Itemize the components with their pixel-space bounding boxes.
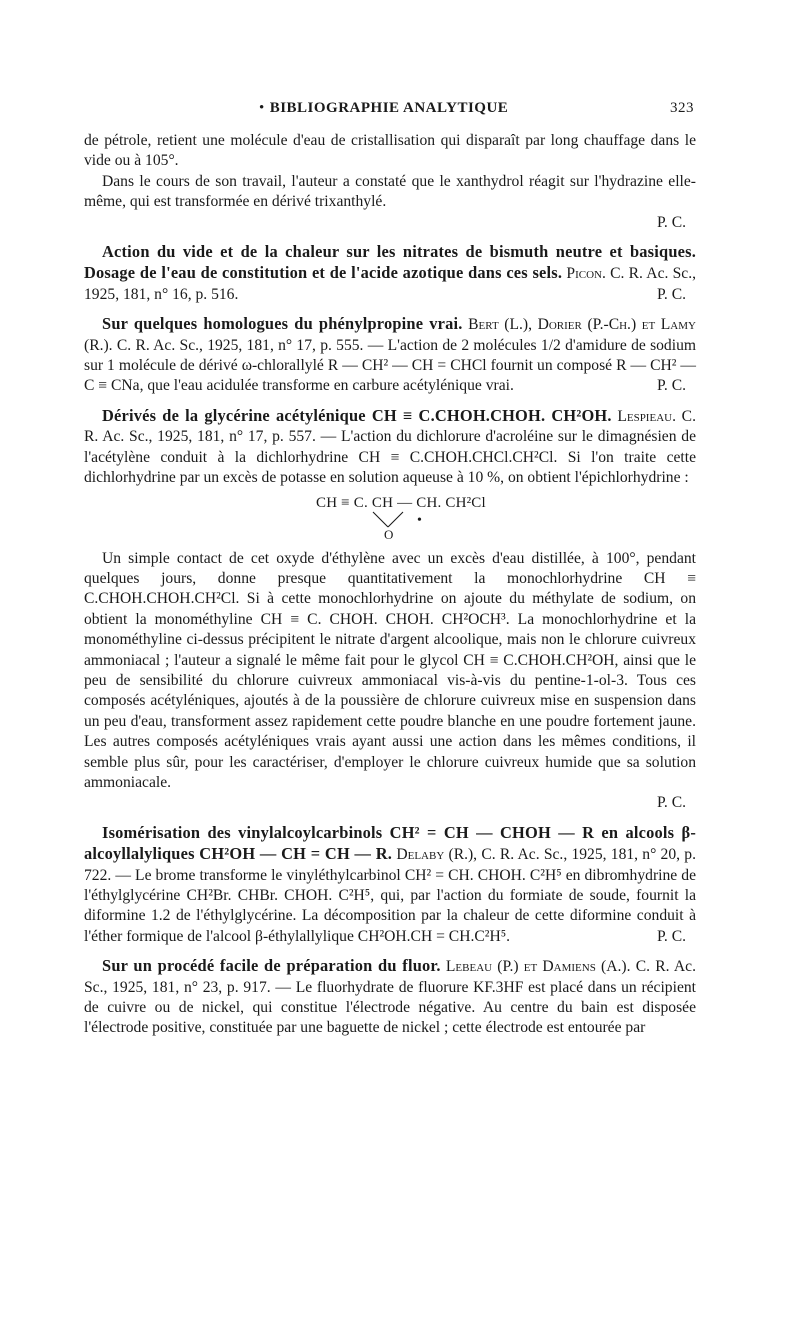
entry-author: Bert (L.), Dorier (P.-Ch.) et Lamy (R.). (84, 316, 696, 354)
entry-citation: C. R. Ac. Sc., 1925, 181, n° 17, p. 557. (84, 407, 696, 446)
entry-text: — L'action de 2 molécules 1/2 d'amidure de sodium sur 1 molécule de dérivé ω-chlorallylé R — CH² — CH = CHCl fournit un composé R — CH² — C ≡ CNa, que l'eau acidulée transforme en carbure acétylénique vrai. (84, 336, 696, 395)
bibliography-entry (84, 406, 696, 489)
entry-text: Un simple contact de cet oxyde d'éthylène avec un excès d'eau distillée, à 100°, pendant quelques jours, donne presque quantitativement la monochlorhydrine CH ≡ C.CHOH.CHOH.CH²Cl. Si à cette monochlorhydrine on ajoute du méthylate de sodium, on obtient la monométhyline CH ≡ C. CHOH. CHOH. CH²OCH³. La monochlorhydrine et la monométhyline ci-dessus précipitent le nitrate d'argent alcoolique, mais non le chlorure cuivreux ammoniacal ; l'auteur a signalé le même fait pour le glycol CH ≡ C.CHOH.CH²OH, ainsi que le peu de sensibilité du chlorure cuivreux ammoniacal vis-à-vis du pentine-1-ol-3. Tous ces composés acétyléniques, ajoutés à de la poussière de chlorure cuivreux mise en suspension dans un peu d'eau, transforment assez rapidement cette poudre blanche en une poudre fortement jaune. Les autres composés acétyléniques vrais ayant aussi une action dans les mêmes conditions, il semble plus sûr, pour les caractériser, d'employer le chlorure cuivreux humide que sa solution ammoniacale. (84, 549, 696, 791)
formula-line: CH ≡ C. CH — CH. CH²Cl (316, 494, 486, 511)
entry-text: — Le fluorhydrate de fluorure KF.3HF est placé dans un récipient de cuivre ou de nickel, qui constitue l'électrode négative. Au centre du bain est disposée l'électrode positive, constituée par une baguette de nickel ; cette électrode est entourée par (84, 978, 696, 1037)
entry-text: — Le brome transforme le vinyléthylcarbinol CH² = CH. CHOH. C²H⁵ en dibromhydrine de l'éthylglycérine CH²Br. CHBr. CHOH. C²H⁵, qui, par l'action du formiate de soude, fournit la diformine 1.2 de l'éthylglycérine. La décomposition par la chaleur de cette diformine conduit à l'éther formique de l'alcool β-éthylallylique CH²OH.CH = CH.C²H⁵. (84, 866, 696, 945)
header-mark: • (259, 100, 265, 116)
entry-author: Picon. (566, 265, 606, 283)
signature: P. C. (656, 794, 686, 812)
entry-title: Action du vide et de la chaleur sur les nitrates de bismuth neutre et basiques. Dosage de l'eau de constitution et de l'acide azotique dans ces sels. (84, 242, 696, 283)
entry-author: Lebeau (P.) et Damiens (A.). (445, 958, 631, 976)
entry-citation: C. R. Ac. Sc., 1925, 181, n° 20, p. 722. (84, 846, 696, 884)
entry-title: Dérivés de la glycérine acétylénique CH ≡ C.CHOH.CHOH. CH²OH. (102, 405, 612, 425)
formula-oxygen: O (384, 526, 394, 542)
entry-citation: C. R. Ac. Sc., 1925, 181, n° 16, p. 516. (84, 265, 697, 303)
entry-text: — L'action du dichlorure d'acroléine sur le dimagnésien de l'acétylène conduit à la dichlorhydrine CH ≡ C.CHOH.CHCl.CH²Cl. Si l'on traite cette dichlorhydrine par un excès de potasse en solution aqueuse à 10 %, on obtient l'épichlorhydrine : (84, 428, 697, 487)
page-body (84, 131, 696, 1039)
bibliography-entry (84, 823, 696, 947)
signature: P. C. (656, 213, 686, 231)
signature: P. C. (656, 377, 686, 395)
entry-title: Sur un procédé facile de préparation du fluor. (102, 956, 441, 976)
intro-paragraph: Dans le cours de son travail, l'auteur a constaté que le xanthydrol réagit sur l'hydrazine elle-même, qui est transformée en dérivé trixanthylé. (84, 172, 696, 211)
entry-citation: C. R. Ac. Sc., 1925, 181, n° 17, p. 555. (116, 336, 364, 354)
entry-title: Isomérisation des vinylalcoylcarbinols CH² = CH — CHOH — R en alcools β-alcoyllalyliques CH²OH — CH = CH — R. (84, 822, 696, 864)
chemical-formula (84, 491, 696, 545)
entry-title: Sur quelques homologues du phénylpropine vrai. (102, 314, 463, 334)
intro-paragraph: de pétrole, retient une molécule d'eau de cristallisation qui disparaît par long chauffage dans le vide ou à 105°. (84, 132, 696, 170)
bibliography-entry (84, 242, 696, 305)
bibliography-entry (84, 314, 696, 397)
entry-author: Delaby (R.), (396, 846, 478, 864)
running-header (84, 100, 694, 124)
entry-author: Lespieau. (617, 407, 676, 425)
header-title: BIBLIOGRAPHIE ANALYTIQUE (269, 100, 509, 116)
signature: P. C. (656, 927, 686, 945)
page-number: 323 (670, 100, 694, 116)
formula-mark: • (417, 512, 422, 528)
signature: P. C. (656, 285, 686, 303)
bibliography-entry (84, 956, 696, 1039)
entry-citation: C. R. Ac. Sc., 1925, 181, n° 23, p. 917. (84, 958, 696, 996)
